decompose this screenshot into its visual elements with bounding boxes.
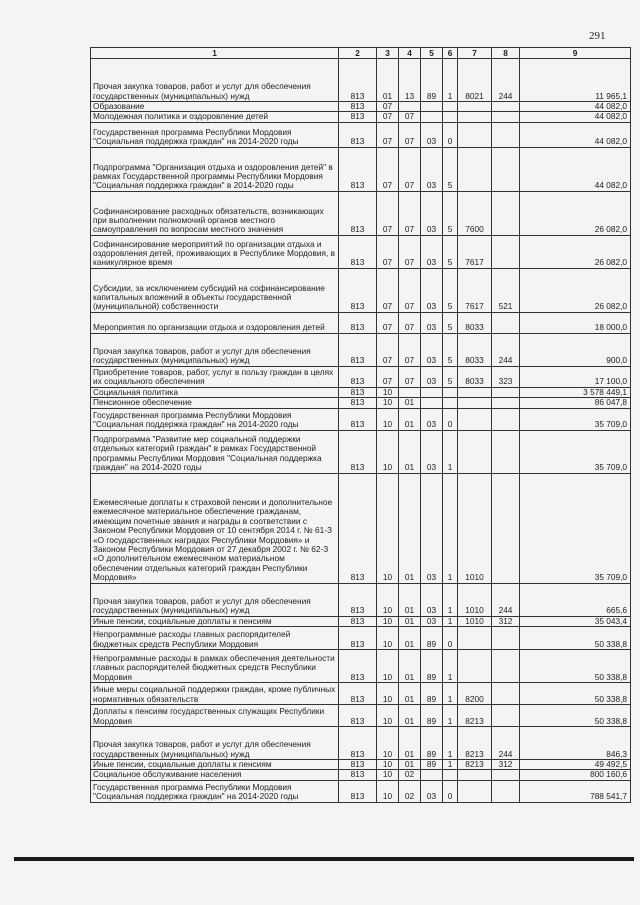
- row-code: 813: [339, 627, 377, 650]
- row-label: Софинансирование расходных обязательств, возникающих при выполнении полномочий органов местного самоуправления по вопросам местного значения: [91, 191, 339, 235]
- row-code: 813: [339, 398, 377, 408]
- row-code: 10: [377, 430, 399, 473]
- row-amount: 665,6: [520, 583, 631, 616]
- row-code: 89: [421, 705, 443, 727]
- row-code: 07: [377, 235, 399, 268]
- row-code: 5: [443, 147, 458, 191]
- row-code: 89: [421, 627, 443, 650]
- row-code: [421, 770, 443, 780]
- row-code: 01: [399, 627, 421, 650]
- table-row: [91, 333, 631, 366]
- row-label: Подпрограмма "Развитие мер социальной поддержки отдельных категорий граждан" в рамках Государственной программы Республики Мордовия "Социальная поддержка граждан" на 2014-2020 годы: [91, 430, 339, 473]
- column-header: 5: [421, 48, 443, 59]
- row-code: 01: [399, 760, 421, 770]
- table-row: [91, 650, 631, 683]
- table-row: [91, 235, 631, 268]
- table-row: [91, 473, 631, 583]
- row-code: 813: [339, 408, 377, 430]
- row-code: 312: [492, 616, 520, 626]
- table-row: [91, 705, 631, 727]
- row-code: [399, 102, 421, 112]
- row-amount: 26 082,0: [520, 191, 631, 235]
- row-amount: 3 578 449,1: [520, 387, 631, 397]
- row-code: 813: [339, 312, 377, 333]
- row-code: 07: [377, 366, 399, 387]
- row-code: 07: [377, 268, 399, 312]
- row-amount: 50 338,8: [520, 683, 631, 705]
- row-code: [492, 398, 520, 408]
- row-code: [458, 122, 492, 147]
- row-amount: 50 338,8: [520, 650, 631, 683]
- table-row: [91, 102, 631, 112]
- row-label: Государственная программа Республики Мордовия "Социальная поддержка граждан" на 2014-2020 годы: [91, 122, 339, 147]
- row-code: 5: [443, 235, 458, 268]
- row-code: 813: [339, 122, 377, 147]
- row-code: [492, 102, 520, 112]
- table-row: [91, 760, 631, 770]
- column-header: 6: [443, 48, 458, 59]
- row-code: 07: [399, 147, 421, 191]
- row-code: 8021: [458, 59, 492, 102]
- row-code: [492, 770, 520, 780]
- column-header: 2: [339, 48, 377, 59]
- row-code: [443, 387, 458, 397]
- row-code: 813: [339, 59, 377, 102]
- row-code: 10: [377, 398, 399, 408]
- row-code: [458, 387, 492, 397]
- row-code: [421, 387, 443, 397]
- row-code: 89: [421, 59, 443, 102]
- table-row: [91, 312, 631, 333]
- table-row: [91, 112, 631, 122]
- row-label: Ежемесячные доплаты к страховой пенсии и дополнительное ежемесячное материальное обеспечение гражданам, имеющим почетные звания и награды в соответствии с Законом Республики Мордовия от 10 сентября 2014 г. № 61-З «О государственных наградах Республики Мордовия» и Законом Республики Мордовия от 27 декабря 2002 г. № 62-З «О дополнительном ежемесячном материальном обеспечении отдельных категорий граждан Республики Мордовия»: [91, 473, 339, 583]
- row-code: [492, 122, 520, 147]
- row-code: [443, 398, 458, 408]
- row-code: 01: [399, 705, 421, 727]
- column-header: 8: [492, 48, 520, 59]
- table-row: [91, 122, 631, 147]
- column-header: 9: [520, 48, 631, 59]
- row-code: [492, 430, 520, 473]
- row-amount: 18 000,0: [520, 312, 631, 333]
- row-amount: 35 043,4: [520, 616, 631, 626]
- row-amount: 44 082,0: [520, 112, 631, 122]
- row-code: 02: [399, 780, 421, 802]
- row-code: [458, 147, 492, 191]
- row-code: 813: [339, 147, 377, 191]
- row-code: 07: [377, 191, 399, 235]
- row-amount: 800 160,6: [520, 770, 631, 780]
- table-header: [91, 48, 631, 59]
- row-code: 813: [339, 268, 377, 312]
- row-code: 0: [443, 122, 458, 147]
- row-code: 1010: [458, 616, 492, 626]
- row-label: Пенсионное обеспечение: [91, 398, 339, 408]
- table-row: [91, 366, 631, 387]
- row-label: Подпрограмма "Организация отдыха и оздоровления детей" в рамках Государственной программы Республики Мордовия "Социальная поддержка граждан" в 2014-2020 годы: [91, 147, 339, 191]
- row-code: 03: [421, 430, 443, 473]
- row-code: [443, 102, 458, 112]
- row-code: [421, 102, 443, 112]
- row-code: 8200: [458, 683, 492, 705]
- table-row: [91, 398, 631, 408]
- row-code: 07: [399, 312, 421, 333]
- row-code: 813: [339, 780, 377, 802]
- row-code: 5: [443, 312, 458, 333]
- row-code: [492, 705, 520, 727]
- table-row: [91, 780, 631, 802]
- row-code: 10: [377, 770, 399, 780]
- row-code: 01: [399, 408, 421, 430]
- row-code: [421, 112, 443, 122]
- row-code: 89: [421, 683, 443, 705]
- row-amount: 44 082,0: [520, 147, 631, 191]
- row-amount: 44 082,0: [520, 122, 631, 147]
- row-code: 813: [339, 366, 377, 387]
- row-code: 03: [421, 583, 443, 616]
- row-code: 07: [377, 147, 399, 191]
- row-code: [492, 191, 520, 235]
- row-code: 0: [443, 408, 458, 430]
- row-code: 10: [377, 705, 399, 727]
- row-code: 10: [377, 387, 399, 397]
- row-code: 0: [443, 780, 458, 802]
- row-code: 1010: [458, 583, 492, 616]
- row-label: Прочая закупка товаров, работ и услуг для обеспечения государственных (муниципальных) нужд: [91, 333, 339, 366]
- row-label: Иные пенсии, социальные доплаты к пенсиям: [91, 616, 339, 626]
- row-code: [492, 408, 520, 430]
- row-code: 813: [339, 387, 377, 397]
- row-code: 03: [421, 780, 443, 802]
- row-label: Приобретение товаров, работ, услуг в пользу граждан в целях их социального обеспечения: [91, 366, 339, 387]
- row-label: Молодежная политика и оздоровление детей: [91, 112, 339, 122]
- row-code: [492, 112, 520, 122]
- row-code: 813: [339, 112, 377, 122]
- row-code: 1: [443, 59, 458, 102]
- row-code: 01: [399, 473, 421, 583]
- row-amount: 26 082,0: [520, 268, 631, 312]
- row-code: 0: [443, 627, 458, 650]
- row-code: [443, 770, 458, 780]
- row-code: 03: [421, 235, 443, 268]
- row-code: 03: [421, 122, 443, 147]
- row-label: Иные пенсии, социальные доплаты к пенсиям: [91, 760, 339, 770]
- row-code: 07: [377, 102, 399, 112]
- table-row: [91, 583, 631, 616]
- row-label: Непрограммные расходы главных распорядителей бюджетных средств Республики Мордовия: [91, 627, 339, 650]
- row-code: 07: [377, 112, 399, 122]
- row-code: 89: [421, 650, 443, 683]
- column-header: 7: [458, 48, 492, 59]
- row-code: [492, 473, 520, 583]
- row-amount: 35 709,0: [520, 408, 631, 430]
- row-code: 07: [399, 333, 421, 366]
- budget-table: [90, 47, 631, 803]
- row-code: [492, 387, 520, 397]
- row-label: Непрограммные расходы в рамках обеспечения деятельности главных распорядителей бюджетных средств Республики Мордовия: [91, 650, 339, 683]
- row-amount: 49 492,5: [520, 760, 631, 770]
- row-code: 244: [492, 727, 520, 760]
- row-code: 5: [443, 191, 458, 235]
- row-code: 01: [399, 650, 421, 683]
- row-amount: 900,0: [520, 333, 631, 366]
- row-code: [399, 387, 421, 397]
- row-code: [458, 650, 492, 683]
- row-amount: 50 338,8: [520, 705, 631, 727]
- row-code: 1: [443, 683, 458, 705]
- row-code: [492, 627, 520, 650]
- row-code: 10: [377, 650, 399, 683]
- row-code: 07: [399, 235, 421, 268]
- row-code: [458, 780, 492, 802]
- table-row: [91, 770, 631, 780]
- row-code: 813: [339, 333, 377, 366]
- row-code: 01: [399, 616, 421, 626]
- row-amount: 846,3: [520, 727, 631, 760]
- row-code: 10: [377, 616, 399, 626]
- row-amount: 35 709,0: [520, 430, 631, 473]
- row-label: Образование: [91, 102, 339, 112]
- row-code: 8033: [458, 333, 492, 366]
- row-code: 10: [377, 727, 399, 760]
- table-row: [91, 683, 631, 705]
- row-label: Мероприятия по организации отдыха и оздоровления детей: [91, 312, 339, 333]
- row-code: [421, 398, 443, 408]
- row-code: 07: [399, 122, 421, 147]
- row-code: 1: [443, 583, 458, 616]
- row-code: 8033: [458, 312, 492, 333]
- row-amount: 86 047,8: [520, 398, 631, 408]
- row-code: [492, 650, 520, 683]
- row-code: 7600: [458, 191, 492, 235]
- row-code: [458, 770, 492, 780]
- row-code: 03: [421, 147, 443, 191]
- row-code: 89: [421, 760, 443, 770]
- row-code: 01: [399, 398, 421, 408]
- row-code: 03: [421, 191, 443, 235]
- table-row: [91, 627, 631, 650]
- row-code: 244: [492, 583, 520, 616]
- row-code: 813: [339, 191, 377, 235]
- row-amount: 44 082,0: [520, 102, 631, 112]
- row-label: Прочая закупка товаров, работ и услуг для обеспечения государственных (муниципальных) нужд: [91, 583, 339, 616]
- row-code: 813: [339, 683, 377, 705]
- row-code: [492, 235, 520, 268]
- row-code: 07: [377, 333, 399, 366]
- row-code: 1010: [458, 473, 492, 583]
- row-code: 8213: [458, 705, 492, 727]
- row-code: 89: [421, 727, 443, 760]
- row-code: [458, 627, 492, 650]
- row-code: 244: [492, 333, 520, 366]
- row-code: 03: [421, 616, 443, 626]
- table-row: [91, 430, 631, 473]
- row-code: 07: [399, 268, 421, 312]
- row-code: 01: [399, 683, 421, 705]
- row-code: 813: [339, 430, 377, 473]
- row-code: 01: [399, 583, 421, 616]
- row-code: 813: [339, 760, 377, 770]
- row-code: [492, 312, 520, 333]
- row-code: [458, 430, 492, 473]
- row-label: Софинансирование мероприятий по организации отдыха и оздоровления детей, проживающих в Республике Мордовия, в каникулярное время: [91, 235, 339, 268]
- row-code: 07: [399, 366, 421, 387]
- row-code: 1: [443, 430, 458, 473]
- column-header: 1: [91, 48, 339, 59]
- row-code: 1: [443, 650, 458, 683]
- row-code: 10: [377, 473, 399, 583]
- row-code: 10: [377, 780, 399, 802]
- row-code: 07: [399, 191, 421, 235]
- row-code: 1: [443, 616, 458, 626]
- table-row: [91, 191, 631, 235]
- row-code: 07: [377, 312, 399, 333]
- row-code: 1: [443, 705, 458, 727]
- row-code: 813: [339, 583, 377, 616]
- row-code: 7617: [458, 235, 492, 268]
- row-amount: 788 541,7: [520, 780, 631, 802]
- row-code: 521: [492, 268, 520, 312]
- table-row: [91, 727, 631, 760]
- row-label: Иные меры социальной поддержки граждан, кроме публичных нормативных обязательств: [91, 683, 339, 705]
- row-code: 10: [377, 627, 399, 650]
- table-row: [91, 387, 631, 397]
- row-code: [492, 780, 520, 802]
- row-code: 244: [492, 59, 520, 102]
- row-code: [458, 408, 492, 430]
- row-code: [458, 112, 492, 122]
- row-code: 02: [399, 770, 421, 780]
- row-code: 813: [339, 650, 377, 683]
- row-label: Социальная политика: [91, 387, 339, 397]
- row-code: 1: [443, 473, 458, 583]
- row-code: 813: [339, 705, 377, 727]
- row-code: 03: [421, 473, 443, 583]
- row-code: 01: [377, 59, 399, 102]
- table-row: [91, 408, 631, 430]
- row-code: 01: [399, 727, 421, 760]
- row-code: 03: [421, 333, 443, 366]
- row-code: 813: [339, 727, 377, 760]
- row-code: 07: [377, 122, 399, 147]
- row-code: 10: [377, 408, 399, 430]
- row-code: 13: [399, 59, 421, 102]
- row-label: Доплаты к пенсиям государственных служащих Республики Мордовия: [91, 705, 339, 727]
- row-code: 323: [492, 366, 520, 387]
- row-amount: 35 709,0: [520, 473, 631, 583]
- row-code: 813: [339, 770, 377, 780]
- page-number: 291: [589, 30, 606, 42]
- column-header: 4: [399, 48, 421, 59]
- row-code: [458, 102, 492, 112]
- table-row: [91, 268, 631, 312]
- row-code: 5: [443, 268, 458, 312]
- row-code: 07: [399, 112, 421, 122]
- row-amount: 50 338,8: [520, 627, 631, 650]
- row-code: 813: [339, 473, 377, 583]
- row-code: 8213: [458, 727, 492, 760]
- row-label: Прочая закупка товаров, работ и услуг для обеспечения государственных (муниципальных) нужд: [91, 59, 339, 102]
- row-code: [458, 398, 492, 408]
- row-label: Государственная программа Республики Мордовия "Социальная поддержка граждан" на 2014-2020 годы: [91, 408, 339, 430]
- row-code: 03: [421, 408, 443, 430]
- row-code: 03: [421, 366, 443, 387]
- row-code: 1: [443, 760, 458, 770]
- row-code: 813: [339, 235, 377, 268]
- row-code: 10: [377, 583, 399, 616]
- row-label: Государственная программа Республики Мордовия "Социальная поддержка граждан" на 2014-2020 годы: [91, 780, 339, 802]
- row-code: 03: [421, 268, 443, 312]
- row-code: 813: [339, 616, 377, 626]
- row-code: 03: [421, 312, 443, 333]
- row-amount: 11 965,1: [520, 59, 631, 102]
- row-code: 10: [377, 760, 399, 770]
- row-code: [492, 683, 520, 705]
- row-code: 01: [399, 430, 421, 473]
- row-label: Прочая закупка товаров, работ и услуг для обеспечения государственных (муниципальных) нужд: [91, 727, 339, 760]
- table-row: [91, 147, 631, 191]
- row-code: 1: [443, 727, 458, 760]
- row-label: Субсидии, за исключением субсидий на софинансирование капитальных вложений в объекты государственной (муниципальной) собственности: [91, 268, 339, 312]
- row-label: Социальное обслуживание населения: [91, 770, 339, 780]
- row-code: 5: [443, 333, 458, 366]
- row-code: 5: [443, 366, 458, 387]
- row-code: 8033: [458, 366, 492, 387]
- row-code: [443, 112, 458, 122]
- page-bottom-rule: [14, 857, 634, 861]
- row-code: 8213: [458, 760, 492, 770]
- row-amount: 26 082,0: [520, 235, 631, 268]
- row-code: 10: [377, 683, 399, 705]
- table-row: [91, 616, 631, 626]
- row-code: [492, 147, 520, 191]
- row-amount: 17 100,0: [520, 366, 631, 387]
- row-code: 7617: [458, 268, 492, 312]
- row-code: 813: [339, 102, 377, 112]
- row-code: 312: [492, 760, 520, 770]
- table-row: [91, 59, 631, 102]
- column-header: 3: [377, 48, 399, 59]
